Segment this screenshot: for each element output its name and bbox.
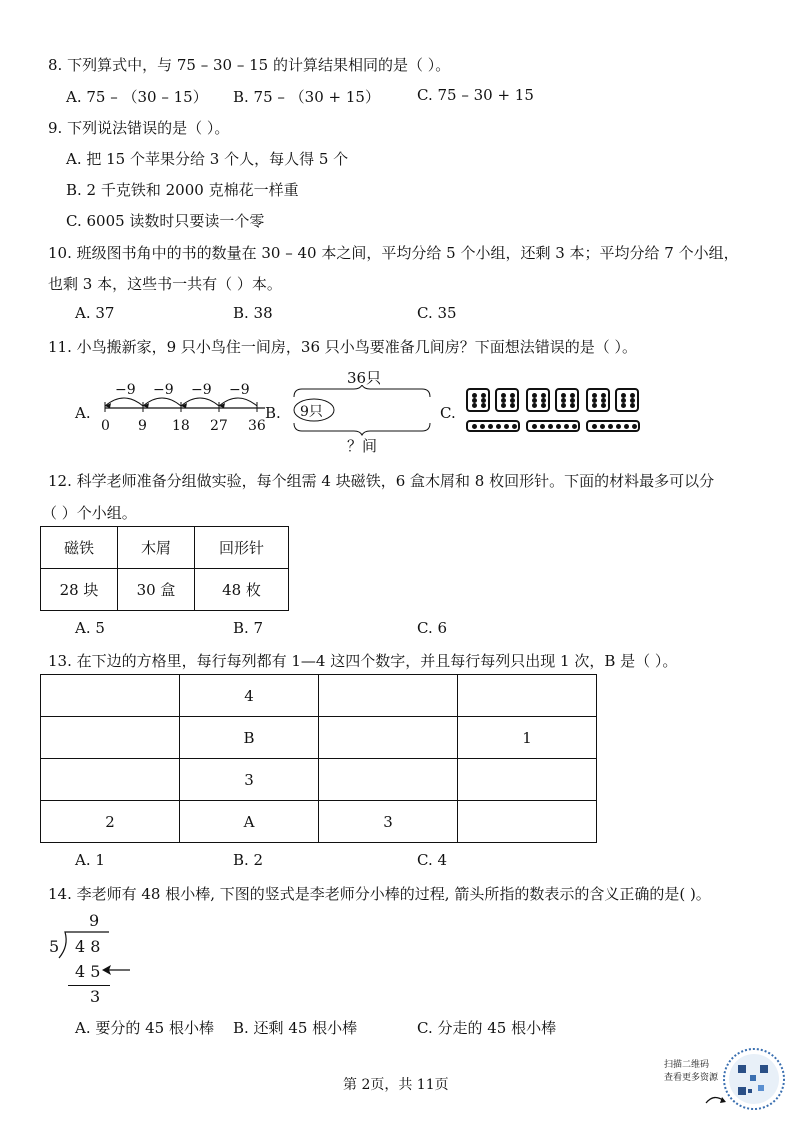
dot-strip-icon <box>586 420 640 432</box>
q9-option-b[interactable]: B. 2 千克铁和 2000 克棉花一样重 <box>66 181 299 199</box>
table-cell: 48 枚 <box>195 569 289 611</box>
latin-square-grid <box>40 674 597 843</box>
grid-cell <box>319 717 458 759</box>
q14-option-a[interactable]: A. 要分的 45 根小棒 <box>75 1019 214 1037</box>
dice-six-icon <box>615 388 639 412</box>
q11-option-c[interactable]: C. <box>440 404 456 422</box>
page-footer: 第 2页，共 11页 <box>343 1077 449 1093</box>
grid-cell: 3 <box>180 759 319 801</box>
q12-stem-line2: （ ）个小组。 <box>42 504 137 522</box>
tick-label: 27 <box>210 418 228 434</box>
tick-label: 9 <box>138 418 147 434</box>
brace-rooms-label: ？间 <box>347 437 378 455</box>
division-divisor: 5 <box>49 937 60 956</box>
jump-label: −9 <box>153 382 174 398</box>
left-arrow-icon <box>100 963 132 977</box>
q12-option-a[interactable]: A. 5 <box>75 619 105 637</box>
brace-total-label: 36只 <box>347 369 382 387</box>
dice-six-icon <box>495 388 519 412</box>
q8-option-a[interactable]: A. 75 – （30 – 15） <box>66 88 208 106</box>
grid-cell <box>319 759 458 801</box>
q9-option-a[interactable]: A. 把 15 个苹果分给 3 个人，每人得 5 个 <box>66 150 349 168</box>
q11-option-b[interactable]: B. <box>265 404 281 422</box>
q12-option-b[interactable]: B. 7 <box>233 619 264 637</box>
tick-label: 36 <box>248 418 266 434</box>
q12-option-c[interactable]: C. 6 <box>417 619 448 637</box>
grid-cell <box>41 717 180 759</box>
q10-option-a[interactable]: A. 37 <box>75 304 115 322</box>
table-cell: 30 盒 <box>118 569 195 611</box>
q14-option-c[interactable]: C. 分走的 45 根小棒 <box>417 1019 557 1037</box>
q10-option-b[interactable]: B. 38 <box>233 304 273 322</box>
q10-stem-line2: 也剩 3 本，这些书一共有（ ）本。 <box>48 275 282 293</box>
brace-group-label: 9只 <box>300 404 323 420</box>
q8-option-b[interactable]: B. 75 – （30 + 15） <box>233 88 380 106</box>
q8-stem: 8. 下列算式中，与 75 – 30 – 15 的计算结果相同的是（ ）。 <box>48 56 451 74</box>
q13-stem: 13. 在下边的方格里，每行每列都有 1—4 这四个数字，并且每行每列只出现 1 次，B 是（ ）。 <box>48 652 678 670</box>
grid-cell: 4 <box>180 675 319 717</box>
division-dividend: 4 8 <box>75 937 101 956</box>
q12-stem-line1: 12. 科学老师准备分组做实验，每个组需 4 块磁铁，6 盒木屑和 8 枚回形针。下面的材料最多可以分 <box>48 472 715 490</box>
grid-cell <box>41 759 180 801</box>
jump-label: −9 <box>229 382 250 398</box>
table-header: 回形针 <box>195 527 289 569</box>
q9-stem: 9. 下列说法错误的是（ ）。 <box>48 119 230 137</box>
q13-option-a[interactable]: A. 1 <box>75 851 105 869</box>
qr-caption-line2: 查看更多资源 <box>664 1073 719 1083</box>
q8-option-c[interactable]: C. 75 – 30 + 15 <box>417 86 534 104</box>
table-header: 磁铁 <box>41 527 118 569</box>
materials-table <box>40 526 289 611</box>
q11-option-a[interactable]: A. <box>75 404 91 422</box>
table-header: 木屑 <box>118 527 195 569</box>
grid-cell <box>319 675 458 717</box>
tick-label: 18 <box>172 418 190 434</box>
dice-six-icon <box>555 388 579 412</box>
grid-cell <box>458 759 597 801</box>
grid-cell: 2 <box>41 801 180 843</box>
number-line-ticks <box>105 402 257 412</box>
dot-strip-icon <box>466 420 520 432</box>
grid-cell: 3 <box>319 801 458 843</box>
grid-cell: A <box>180 801 319 843</box>
jump-label: −9 <box>191 382 212 398</box>
q10-stem-line1: 10. 班级图书角中的书的数量在 30 – 40 本之间，平均分给 5 个小组，还剩 3 本；平均分给 7 个小组， <box>48 244 739 262</box>
grid-cell: 1 <box>458 717 597 759</box>
q14-option-b[interactable]: B. 还剩 45 根小棒 <box>233 1019 358 1037</box>
dice-six-icon <box>526 388 550 412</box>
division-product: 4 5 <box>75 962 101 981</box>
division-quotient: 9 <box>89 911 100 930</box>
division-rule <box>68 985 110 986</box>
table-cell: 28 块 <box>41 569 118 611</box>
qr-code-icon[interactable] <box>700 1045 790 1115</box>
grid-cell <box>458 801 597 843</box>
q13-option-b[interactable]: B. 2 <box>233 851 264 869</box>
division-remainder: 3 <box>90 987 101 1006</box>
jump-arrowheads <box>105 403 225 408</box>
grid-cell <box>458 675 597 717</box>
dice-six-icon <box>586 388 610 412</box>
q14-stem: 14. 李老师有 48 根小棒, 下图的竖式是李老师分小棒的过程, 箭头所指的数表示的含义正确的是( )。 <box>48 885 711 903</box>
tick-label: 0 <box>101 418 110 434</box>
q13-option-c[interactable]: C. 4 <box>417 851 448 869</box>
q10-option-c[interactable]: C. 35 <box>417 304 457 322</box>
qr-caption-line1: 扫描二维码 <box>664 1060 710 1070</box>
dice-six-icon <box>466 388 490 412</box>
grid-cell <box>41 675 180 717</box>
q11-stem: 11. 小鸟搬新家，9 只小鸟住一间房，36 只小鸟要准备几间房？下面想法错误的是（ ）。 <box>48 338 638 356</box>
q9-option-c[interactable]: C. 6005 读数时只要读一个零 <box>66 212 265 230</box>
jump-label: −9 <box>115 382 136 398</box>
grid-cell: B <box>180 717 319 759</box>
dot-strip-icon <box>526 420 580 432</box>
